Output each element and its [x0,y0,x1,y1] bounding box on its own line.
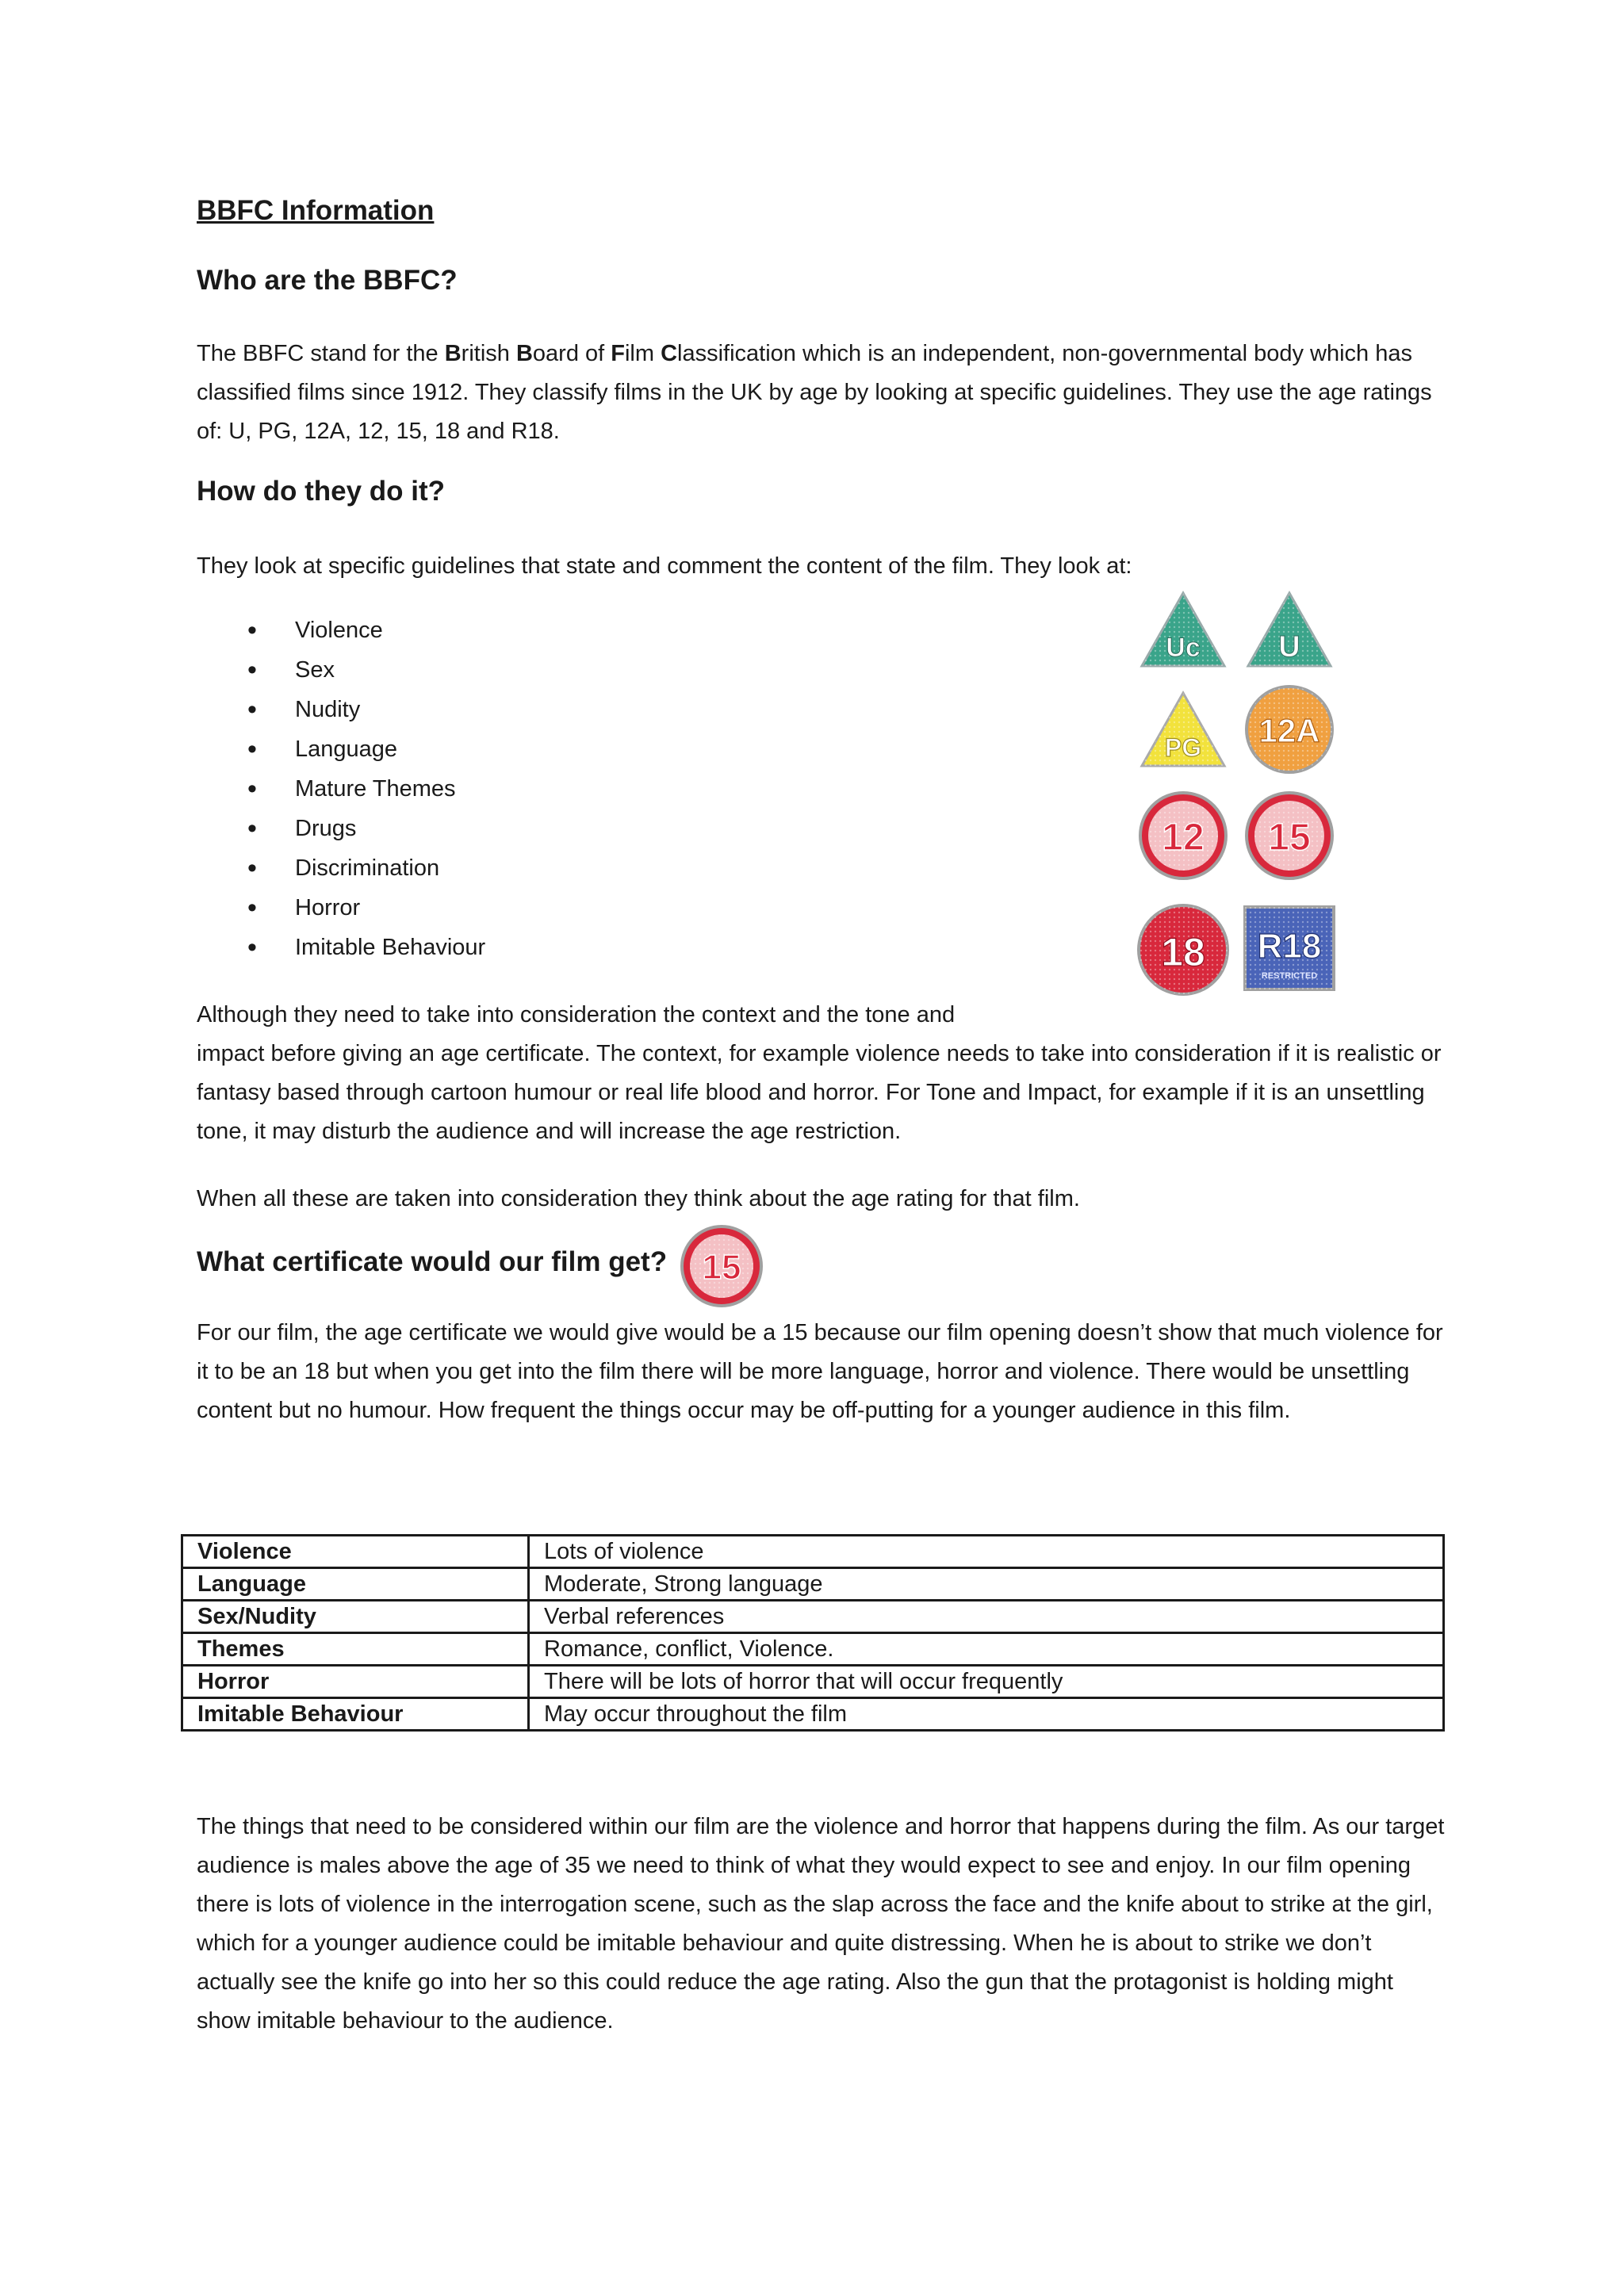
list-item: • Violence [238,610,485,650]
list-item: • Sex [238,650,485,690]
rating-pg-label: PG [1164,733,1202,762]
table-row [182,1633,1444,1666]
rating-r18-restricted: RESTRICTED [1261,971,1318,981]
rating-15-label: 15 [1268,817,1311,859]
table-row [182,1536,1444,1568]
table-cell-value: There will be lots of horror that will occur frequently [529,1666,1444,1698]
context-paragraph-start: Although they need to take into consideration the context and the tone and [197,1002,956,1027]
rating-uc-icon [1142,593,1224,666]
table-row [182,1601,1444,1633]
consideration-paragraph: When all these are taken into consideration they think about the age rating for that film. [197,1186,1080,1211]
table-cell-value: May occur throughout the film [529,1698,1444,1731]
table-cell-value: Romance, conflict, Violence. [529,1633,1444,1666]
closing-paragraph: The things that need to be considered within our film are the violence and horror that happens during the film. As our target audience is males above the age of 35 we need to think of what they would expect to see and enjoy. In our film opening there is lots of violence in the interrogation scene, such as the slap across the face and the knife about to strike at the girl, which for a younger audience could be imitable behaviour and quite distressing. When he is about to strike we don’t actually see the knife go into her so this could reduce the age rating. Also the gun that the protagonist is holding might show imitable behaviour to the audience. [197,1814,1445,2034]
rating-12-icon [1140,793,1226,878]
how-intro: They look at specific guidelines that state and comment the content of the film. They look at: [197,553,1132,579]
table-cell-value: Verbal references [529,1601,1444,1633]
table-cell-key: Sex/Nudity [182,1601,529,1633]
table-cell-key: Language [182,1568,529,1601]
bbfc-rating-logos [1134,587,1340,999]
cert-heading: What certificate would our film get? [197,1246,668,1277]
document-title: BBFC Information [197,195,435,226]
rating-15-icon [1247,793,1332,878]
who-paragraph: The BBFC stand for the British Board of Film Classification which is an independent, non-governmental body which has classified films since 1912. They classify films in the UK by age by looking at specific guidelines. They use the age ratings of: U, PG, 12A, 12, 15, 18 and R18. [197,341,1432,444]
list-item: • Imitable Behaviour [238,928,485,967]
criteria-list [238,610,485,967]
list-item: • Drugs [238,809,485,848]
list-item: • Horror [238,888,485,928]
rating-12a-label: 12A [1258,712,1320,749]
table-cell-key: Horror [182,1666,529,1698]
who-heading: Who are the BBFC? [197,265,458,296]
content-ratings-table [181,1534,1445,1732]
rating-12-label: 12 [1162,817,1205,859]
rating-18-icon [1139,905,1228,994]
how-heading: How do they do it? [197,476,446,507]
table-cell-key: Themes [182,1633,529,1666]
rating-12a-icon [1247,687,1332,772]
rating-uc-label: Uc [1166,633,1201,663]
rating-18-label: 18 [1161,930,1205,974]
table-row [182,1568,1444,1601]
table-row [182,1698,1444,1731]
list-item: • Nudity [238,690,485,729]
rating-r18-label: R18 [1257,927,1322,966]
rating-15-badge-label: 15 [702,1248,741,1287]
table-row [182,1666,1444,1698]
context-paragraph: impact before giving an age certificate. The context, for example violence needs to take into consideration if it is realistic or fantasy based through cartoon humour or real life blood and horror. For Tone and Impact, for example if it is an unsettling tone, it may disturb the audience and will increase the age restriction. [197,1041,1442,1144]
list-item: • Discrimination [238,848,485,888]
list-item: • Language [238,729,485,769]
list-item: • Mature Themes [238,769,485,809]
table-cell-value: Lots of violence [529,1536,1444,1568]
table-cell-value: Moderate, Strong language [529,1568,1444,1601]
cert-paragraph: For our film, the age certificate we would give would be a 15 because our film opening doesn’t show that much violence for it to be an 18 but when you get into the film there will be more language, horror and violence. There would be unsettling content but no humour. How frequent the things occur may be off-putting for a younger audience in this film. [197,1320,1443,1423]
rating-r18-icon [1245,907,1334,989]
table-cell-key: Violence [182,1536,529,1568]
rating-u-label: U [1278,630,1300,664]
rating-u-icon [1248,593,1331,666]
rating-15-badge-icon [679,1223,764,1309]
table-cell-key: Imitable Behaviour [182,1698,529,1731]
rating-pg-icon [1142,693,1224,766]
